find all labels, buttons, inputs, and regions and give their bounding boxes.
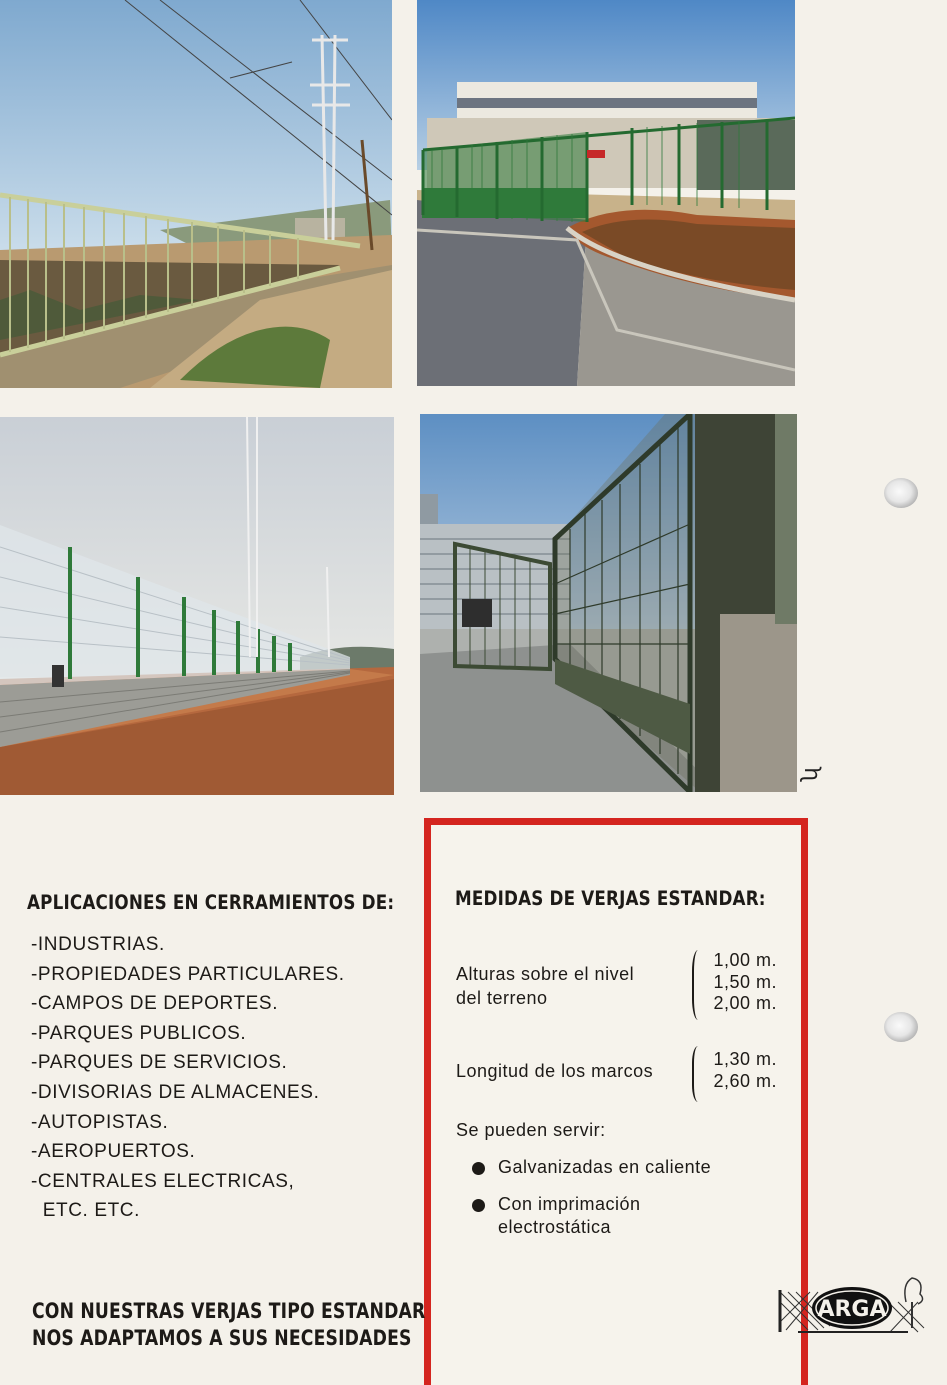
binder-hole-bottom xyxy=(884,1012,918,1042)
length-value: 2,60 m. xyxy=(713,1070,777,1091)
list-item: -AEROPUERTOS. xyxy=(31,1141,196,1163)
specs-title: MEDIDAS DE VERJAS ESTANDAR: xyxy=(455,887,766,910)
photo-wall-fence xyxy=(0,417,394,795)
option-text-line2: electrostática xyxy=(498,1217,612,1237)
photo-railway-fence xyxy=(0,0,392,388)
length-value: 1,30 m. xyxy=(713,1049,777,1069)
photo-sliding-gate xyxy=(420,414,797,792)
list-item: -PARQUES PUBLICOS. xyxy=(31,1022,247,1044)
option-text-line1: Con imprimación xyxy=(498,1194,641,1214)
list-item: ETC. ETC. xyxy=(31,1200,140,1222)
heights-label-line2: del terreno xyxy=(456,988,548,1008)
option-text: Galvanizadas en caliente xyxy=(498,1157,712,1177)
print-mark: ʯ xyxy=(797,767,823,782)
slogan xyxy=(32,1298,425,1352)
applications-list xyxy=(31,930,345,1226)
list-item: -CAMPOS DE DEPORTES. xyxy=(31,993,279,1015)
bullet-icon xyxy=(472,1199,485,1212)
list-item: -DIVISORIAS DE ALMACENES. xyxy=(31,1081,320,1103)
length-values xyxy=(700,1049,777,1092)
arga-logo xyxy=(778,1272,928,1336)
bullet-icon xyxy=(472,1162,485,1175)
height-value: 1,00 m. xyxy=(713,950,777,970)
applications-title: APLICACIONES EN CERRAMIENTOS DE: xyxy=(27,891,395,914)
serve-label: Se pueden servir: xyxy=(456,1120,606,1140)
list-item: -PARQUES DE SERVICIOS. xyxy=(31,1052,288,1074)
photo-building-gate xyxy=(417,0,795,386)
length-label: Longitud de los marcos xyxy=(456,1061,654,1081)
slogan-line2: NOS ADAPTAMOS A SUS NECESIDADES xyxy=(32,1326,412,1350)
option-text xyxy=(498,1193,641,1239)
list-item: -PROPIEDADES PARTICULARES. xyxy=(31,963,345,985)
list-item: -AUTOPISTAS. xyxy=(31,1111,169,1133)
heights-label-line1: Alturas sobre el nivel xyxy=(456,964,635,984)
height-value: 2,00 m. xyxy=(713,993,777,1013)
heights-values xyxy=(700,950,777,1015)
slogan-line1: CON NUESTRAS VERJAS TIPO ESTANDAR xyxy=(32,1299,426,1323)
height-value: 1,50 m. xyxy=(713,971,777,992)
list-item: -INDUSTRIAS. xyxy=(31,934,165,955)
heights-label xyxy=(456,962,634,1010)
logo-text: ARGA xyxy=(817,1297,887,1322)
list-item: -CENTRALES ELECTRICAS, xyxy=(31,1170,295,1192)
binder-hole-top xyxy=(884,478,918,508)
